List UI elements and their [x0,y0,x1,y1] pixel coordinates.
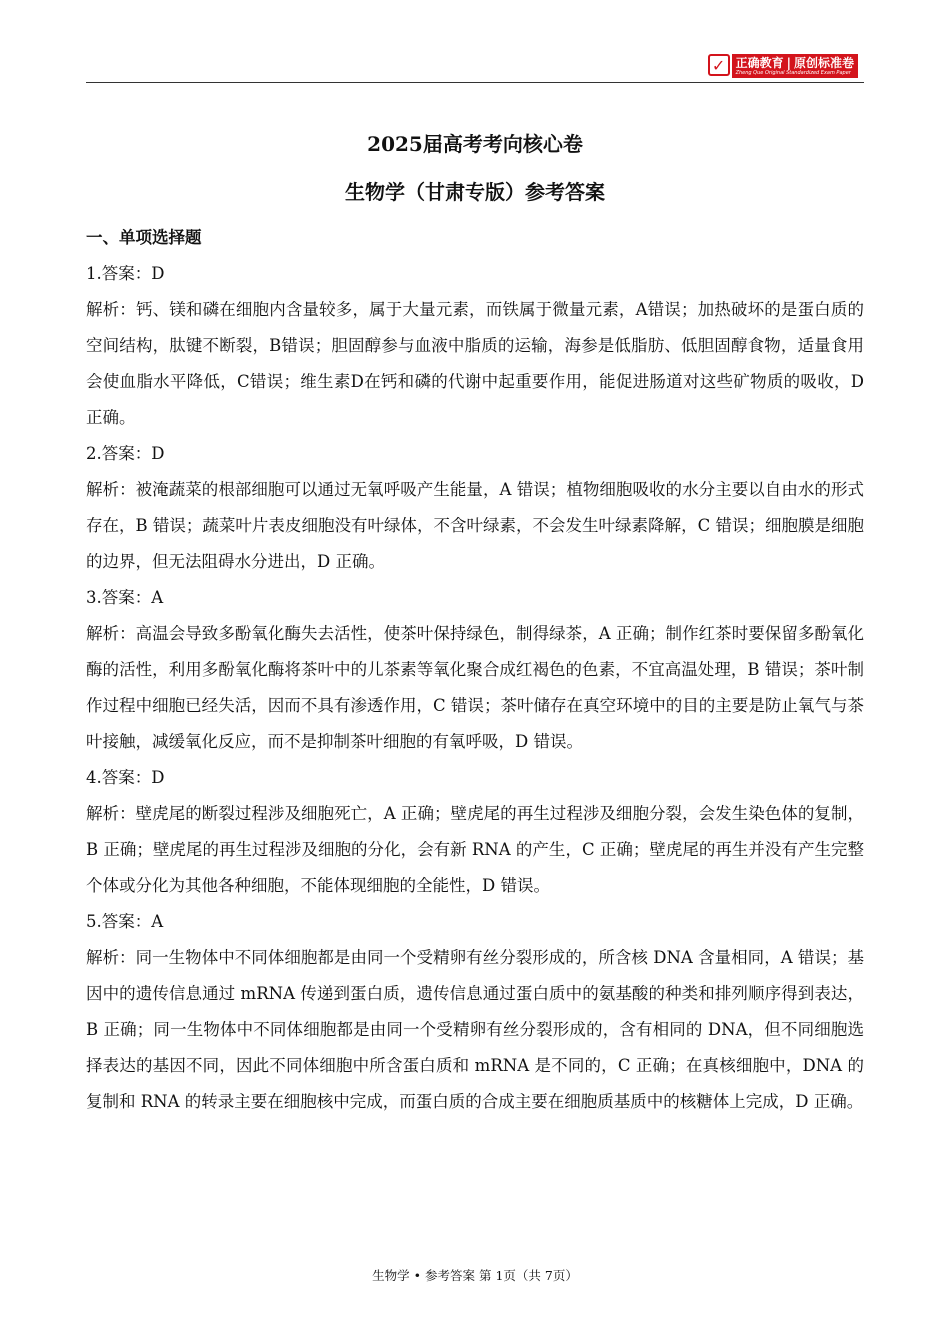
answer-line: 1.答案：D [86,264,165,283]
document-title: 2025届高考考向核心卷 [367,132,583,156]
answer-line: 4.答案：D [86,768,165,787]
explanation-text: 解析：壁虎尾的断裂过程涉及细胞死亡，A 正确；壁虎尾的再生过程涉及细胞分裂，会发生染色体的复制，B 正确；壁虎尾的再生过程涉及细胞的分化，会有新 RNA 的产生，C 正确；壁虎尾的再生并没有产生完整个体或分化为其他各种细胞，不能体现细胞的全能性，D 错误。 [86,804,864,895]
answer-line: 5.答案：A [86,912,164,931]
page-footer: 生物学 • 参考答案 第 1页（共 7页） [372,1268,578,1283]
explanation-text: 解析：高温会导致多酚氧化酶失去活性，使茶叶保持绿色，制得绿茶，A 正确；制作红茶时要保留多酚氧化酶的活性，利用多酚氧化酶将茶叶中的儿茶素等氧化聚合成红褐色的色素，不宜高温处理，B 错误；茶叶制作过程中细胞已经失活，因而不具有渗透作用，C 错误；茶叶储存在真空环境中的目的主要是防止氧气与茶叶接触，减缓氧化反应，而不是抑制茶叶细胞的有氧呼吸，D 错误。 [86,624,864,751]
question-block [86,256,864,436]
logo-slogan: 原创标准卷 [793,55,854,70]
explanation-text: 解析：钙、镁和磷在细胞内含量较多，属于大量元素，而铁属于微量元素，A错误；加热破坏的是蛋白质的空间结构，肽键不断裂，B错误；胆固醇参与血液中脂质的运输，海参是低脂肪、低胆固醇食物，适量食用会使血脂水平降低，C错误；维生素D在钙和磷的代谢中起重要作用，能促进肠道对这些矿物质的吸收，D正确。 [86,300,864,427]
section-heading: 一、单项选择题 [86,228,202,247]
checkmark-icon: ✓ [708,54,730,76]
publisher-logo [708,54,858,78]
explanation-text: 解析：被淹蔬菜的根部细胞可以通过无氧呼吸产生能量，A 错误；植物细胞吸收的水分主要以自由水的形式存在，B 错误；蔬菜叶片表皮细胞没有叶绿体，不含叶绿素，不会发生叶绿素降解，C 错误；细胞膜是细胞的边界，但无法阻碍水分进出，D 正确。 [86,480,864,571]
question-block [86,436,864,580]
answer-line: 3.答案：A [86,588,164,607]
logo-brand: 正确教育 [735,55,784,70]
answer-content [86,220,864,1120]
question-block [86,904,864,1120]
logo-separator: | [786,55,791,70]
logo-banner [732,54,858,78]
logo-subtitle: Zheng Que Original Standardized Exam Paper [735,69,851,76]
header-divider [86,82,864,83]
explanation-text: 解析：同一生物体中不同体细胞都是由同一个受精卵有丝分裂形成的，所含核 DNA 含量相同，A 错误；基因中的遗传信息通过 mRNA 传递到蛋白质，遗传信息通过蛋白质中的氨基酸的种类和排列顺序得到表达，B 正确；同一生物体中不同体细胞都是由同一个受精卵有丝分裂形成的，含有相同的 DNA，但不同细胞选择表达的基因不同，因此不同体细胞中所含蛋白质和 mRNA 是不同的，C 正确；在真核细胞中，DNA 的复制和 RNA 的转录主要在细胞核中完成，而蛋白质的合成主要在细胞质基质中的核糖体上完成，D 正确。 [86,948,864,1111]
question-block [86,580,864,760]
document-subtitle: 生物学（甘肃专版）参考答案 [345,180,605,204]
answer-line: 2.答案：D [86,444,165,463]
question-block [86,760,864,904]
